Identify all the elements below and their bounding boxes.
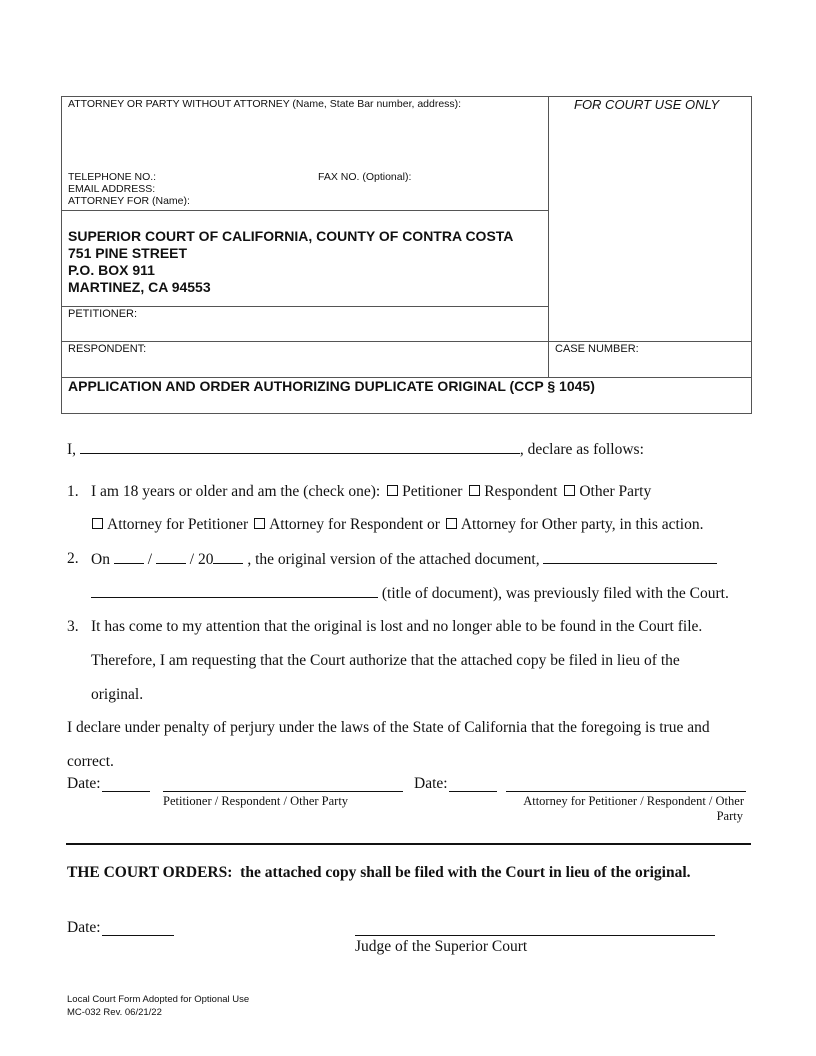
court-street: 751 PINE STREET bbox=[68, 245, 188, 261]
checkbox-other-party[interactable] bbox=[564, 485, 575, 496]
item2-number: 2. bbox=[67, 550, 79, 567]
intro-line bbox=[67, 440, 644, 459]
document-field[interactable] bbox=[543, 550, 717, 564]
judge-caption: Judge of the Superior Court bbox=[355, 938, 528, 955]
order-separator bbox=[66, 843, 751, 845]
item1-number: 1. bbox=[67, 483, 79, 500]
court-pobox: P.O. BOX 911 bbox=[68, 262, 155, 278]
case-number-label: CASE NUMBER: bbox=[555, 343, 639, 355]
document-title-field[interactable] bbox=[91, 584, 378, 598]
order-date-field[interactable] bbox=[102, 935, 174, 936]
item1-text: I am 18 years or older and am the (check one): bbox=[91, 483, 381, 500]
item1-line2 bbox=[92, 516, 704, 534]
party-date-field[interactable] bbox=[102, 791, 150, 792]
perjury-line2: correct. bbox=[67, 753, 114, 770]
attorney-date-label: Date: bbox=[414, 775, 448, 792]
date-month-field[interactable] bbox=[114, 550, 144, 564]
judge-signature-field[interactable] bbox=[355, 935, 715, 936]
intro-prefix: I, bbox=[67, 441, 77, 458]
email-label: EMAIL ADDRESS: bbox=[68, 183, 156, 195]
option-attorney-petitioner: Attorney for Petitioner bbox=[107, 516, 249, 533]
date-day-field[interactable] bbox=[156, 550, 186, 564]
item3-number: 3. bbox=[67, 618, 79, 635]
checkbox-petitioner[interactable] bbox=[387, 485, 398, 496]
attorney-for-label: ATTORNEY FOR (Name): bbox=[68, 195, 190, 207]
attorney-signature-caption-2: Party bbox=[716, 809, 743, 823]
attorney-date-field[interactable] bbox=[449, 791, 497, 792]
item1-line bbox=[91, 483, 651, 501]
petitioner-label: PETITIONER: bbox=[68, 308, 138, 320]
order-date-label: Date: bbox=[67, 919, 101, 936]
item2-line bbox=[91, 550, 717, 569]
option-respondent: Respondent bbox=[484, 483, 558, 500]
item2-sep1: / bbox=[147, 551, 153, 568]
item3-line1: It has come to my attention that the original is lost and no longer able to be found in the Court file. bbox=[91, 618, 703, 635]
option-other-party: Other Party bbox=[579, 483, 652, 500]
attorney-signature-caption: Attorney for Petitioner / Respondent / Other bbox=[523, 794, 744, 808]
item2-line2 bbox=[91, 584, 729, 603]
party-signature-caption: Petitioner / Respondent / Other Party bbox=[163, 794, 349, 808]
attorney-label: ATTORNEY OR PARTY WITHOUT ATTORNEY (Name, State Bar number, address): bbox=[68, 98, 462, 110]
order-heading: THE COURT ORDERS: bbox=[67, 864, 233, 881]
telephone-label: TELEPHONE NO.: bbox=[68, 171, 157, 183]
item2-line2-text: (title of document), was previously filed with the Court. bbox=[381, 585, 729, 602]
intro-suffix: , declare as follows: bbox=[519, 441, 644, 458]
party-signature-field[interactable] bbox=[163, 791, 403, 792]
checkbox-attorney-petitioner[interactable] bbox=[92, 518, 103, 529]
footer-form-number: MC-032 Rev. 06/21/22 bbox=[67, 1007, 162, 1018]
fax-label: FAX NO. (Optional): bbox=[318, 171, 412, 183]
attorney-signature-field[interactable] bbox=[506, 791, 746, 792]
order-text: the attached copy shall be filed with the Court in lieu of the original. bbox=[240, 864, 691, 881]
declarant-name-field[interactable] bbox=[80, 440, 520, 454]
item2-sep2: / 20 bbox=[189, 551, 214, 568]
item2-text: , the original version of the attached document, bbox=[247, 551, 540, 568]
checkbox-respondent[interactable] bbox=[469, 485, 480, 496]
option-attorney-respondent: Attorney for Respondent or bbox=[269, 516, 440, 533]
form-title: APPLICATION AND ORDER AUTHORIZING DUPLICATE ORIGINAL (CCP § 1045) bbox=[68, 378, 595, 394]
party-date-label: Date: bbox=[67, 775, 101, 792]
court-name: SUPERIOR COURT OF CALIFORNIA, COUNTY OF CONTRA COSTA bbox=[68, 228, 514, 244]
checkbox-attorney-respondent[interactable] bbox=[254, 518, 265, 529]
court-use-label: FOR COURT USE ONLY bbox=[574, 97, 720, 112]
date-year-field[interactable] bbox=[213, 550, 243, 564]
footer-adoption-note: Local Court Form Adopted for Optional Use bbox=[67, 994, 250, 1005]
option-attorney-other: Attorney for Other party, in this action. bbox=[460, 516, 704, 533]
court-city: MARTINEZ, CA 94553 bbox=[68, 279, 211, 295]
item2-on: On bbox=[91, 551, 110, 568]
perjury-line1: I declare under penalty of perjury under the laws of the State of California that the foregoing is true and bbox=[67, 719, 710, 736]
item3-line2: Therefore, I am requesting that the Court authorize that the attached copy be filed in lieu of the bbox=[91, 652, 680, 669]
respondent-label: RESPONDENT: bbox=[68, 343, 147, 355]
checkbox-attorney-other[interactable] bbox=[446, 518, 457, 529]
order-statement bbox=[67, 864, 691, 882]
item3-line3: original. bbox=[91, 686, 144, 703]
option-petitioner: Petitioner bbox=[402, 483, 463, 500]
